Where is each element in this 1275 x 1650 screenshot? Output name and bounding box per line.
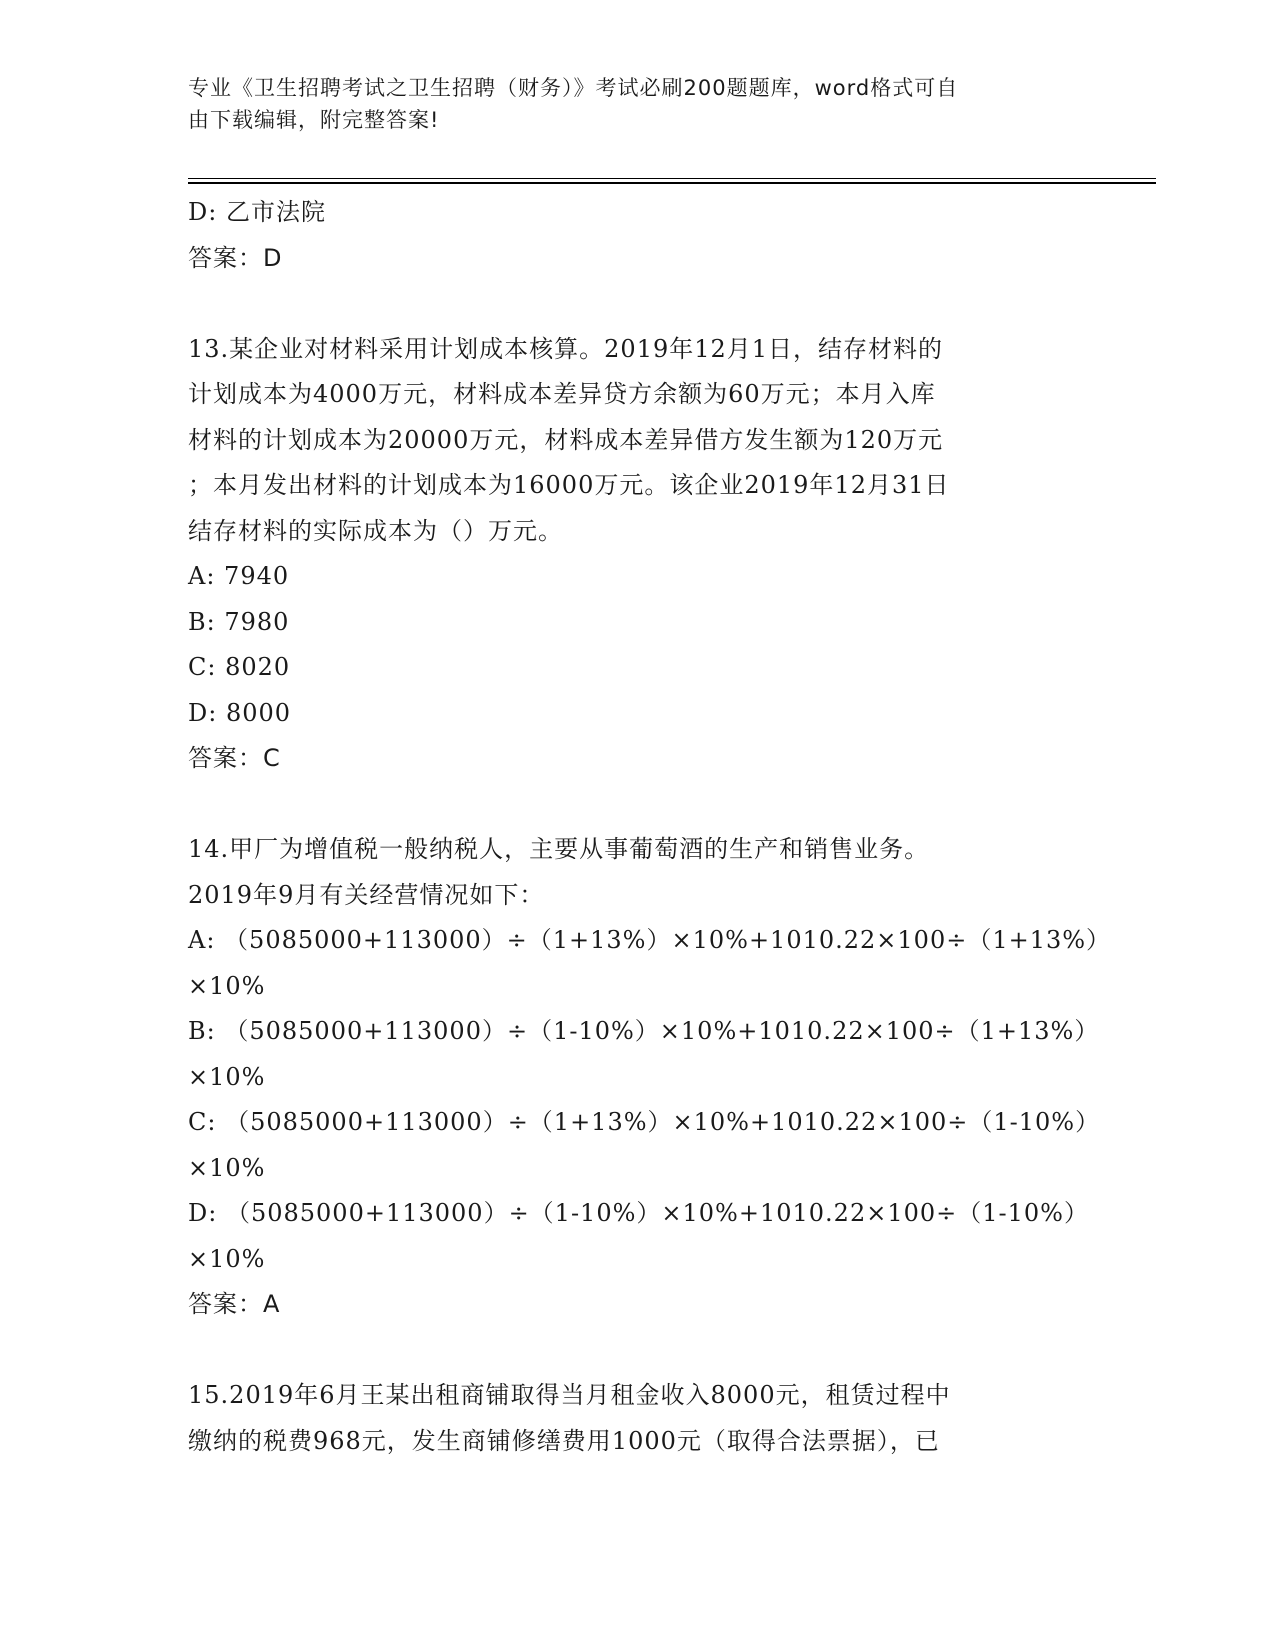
question-15	[188, 1373, 1088, 1464]
q14-option-d-cont: ×10%	[188, 1244, 266, 1273]
question-13	[188, 327, 1088, 782]
q13-option-d: D: 8000	[188, 698, 292, 727]
q13-stem-line: 计划成本为4000万元，材料成本差异贷方余额为60万元；本月入库	[188, 380, 936, 408]
spacer	[188, 782, 1088, 828]
q14-option-b-cont: ×10%	[188, 1062, 266, 1091]
q13-stem-line: 结存材料的实际成本为（）万元。	[188, 516, 563, 545]
q14-stem-line: 2019年9月有关经营情况如下：	[188, 880, 545, 909]
header-line-2: 由下载编辑，附完整答案!	[188, 108, 440, 132]
q14-stem-line: 14.甲厂为增值税一般纳税人，主要从事葡萄酒的生产和销售业务。	[188, 835, 930, 863]
q13-option-b: B: 7980	[188, 607, 290, 636]
page-header	[188, 72, 1068, 136]
q13-answer: 答案：C	[188, 744, 281, 772]
q14-option-d: D: （5085000+113000）÷（1-10%）×10%+1010.22×100÷（1-10%）	[188, 1199, 1089, 1227]
q13-stem-line: ；本月发出材料的计划成本为16000万元。该企业2019年12月31日	[188, 471, 950, 499]
document-body	[188, 190, 1112, 1464]
q15-stem-line: 缴纳的税费968元，发生商铺修缮费用1000元（取得合法票据），已	[188, 1426, 940, 1455]
q13-stem-line: 材料的计划成本为20000万元，材料成本差异借方发生额为120万元	[188, 425, 944, 454]
q13-stem-line: 13.某企业对材料采用计划成本核算。2019年12月1日，结存材料的	[188, 334, 944, 363]
q14-option-a: A: （5085000+113000）÷（1+13%）×10%+1010.22×100÷（1+13%）	[188, 926, 1112, 954]
q13-option-c: C: 8020	[188, 653, 291, 681]
question-14	[188, 827, 1112, 1328]
q13-option-a: A: 7940	[188, 562, 290, 590]
q14-option-b: B: （5085000+113000）÷（1-10%）×10%+1010.22×100÷（1+13%）	[188, 1017, 1100, 1045]
q14-option-a-cont: ×10%	[188, 971, 266, 1000]
header-divider-thick	[188, 182, 1156, 184]
header-line-1: 专业《卫生招聘考试之卫生招聘（财务）》考试必刷200题题库，word格式可自	[188, 76, 959, 100]
spacer	[188, 1328, 1088, 1374]
q12-option-d: D: 乙市法院	[188, 198, 326, 226]
q14-answer: 答案：A	[188, 1290, 281, 1318]
header-divider-thin	[188, 178, 1156, 179]
q15-stem-line: 15.2019年6月王某出租商铺取得当月租金收入8000元，租赁过程中	[188, 1381, 951, 1409]
spacer	[188, 281, 1088, 327]
q14-option-c-cont: ×10%	[188, 1153, 266, 1182]
q14-option-c: C: （5085000+113000）÷（1+13%）×10%+1010.22×100÷（1-10%）	[188, 1108, 1101, 1136]
q12-answer: 答案：D	[188, 243, 283, 272]
